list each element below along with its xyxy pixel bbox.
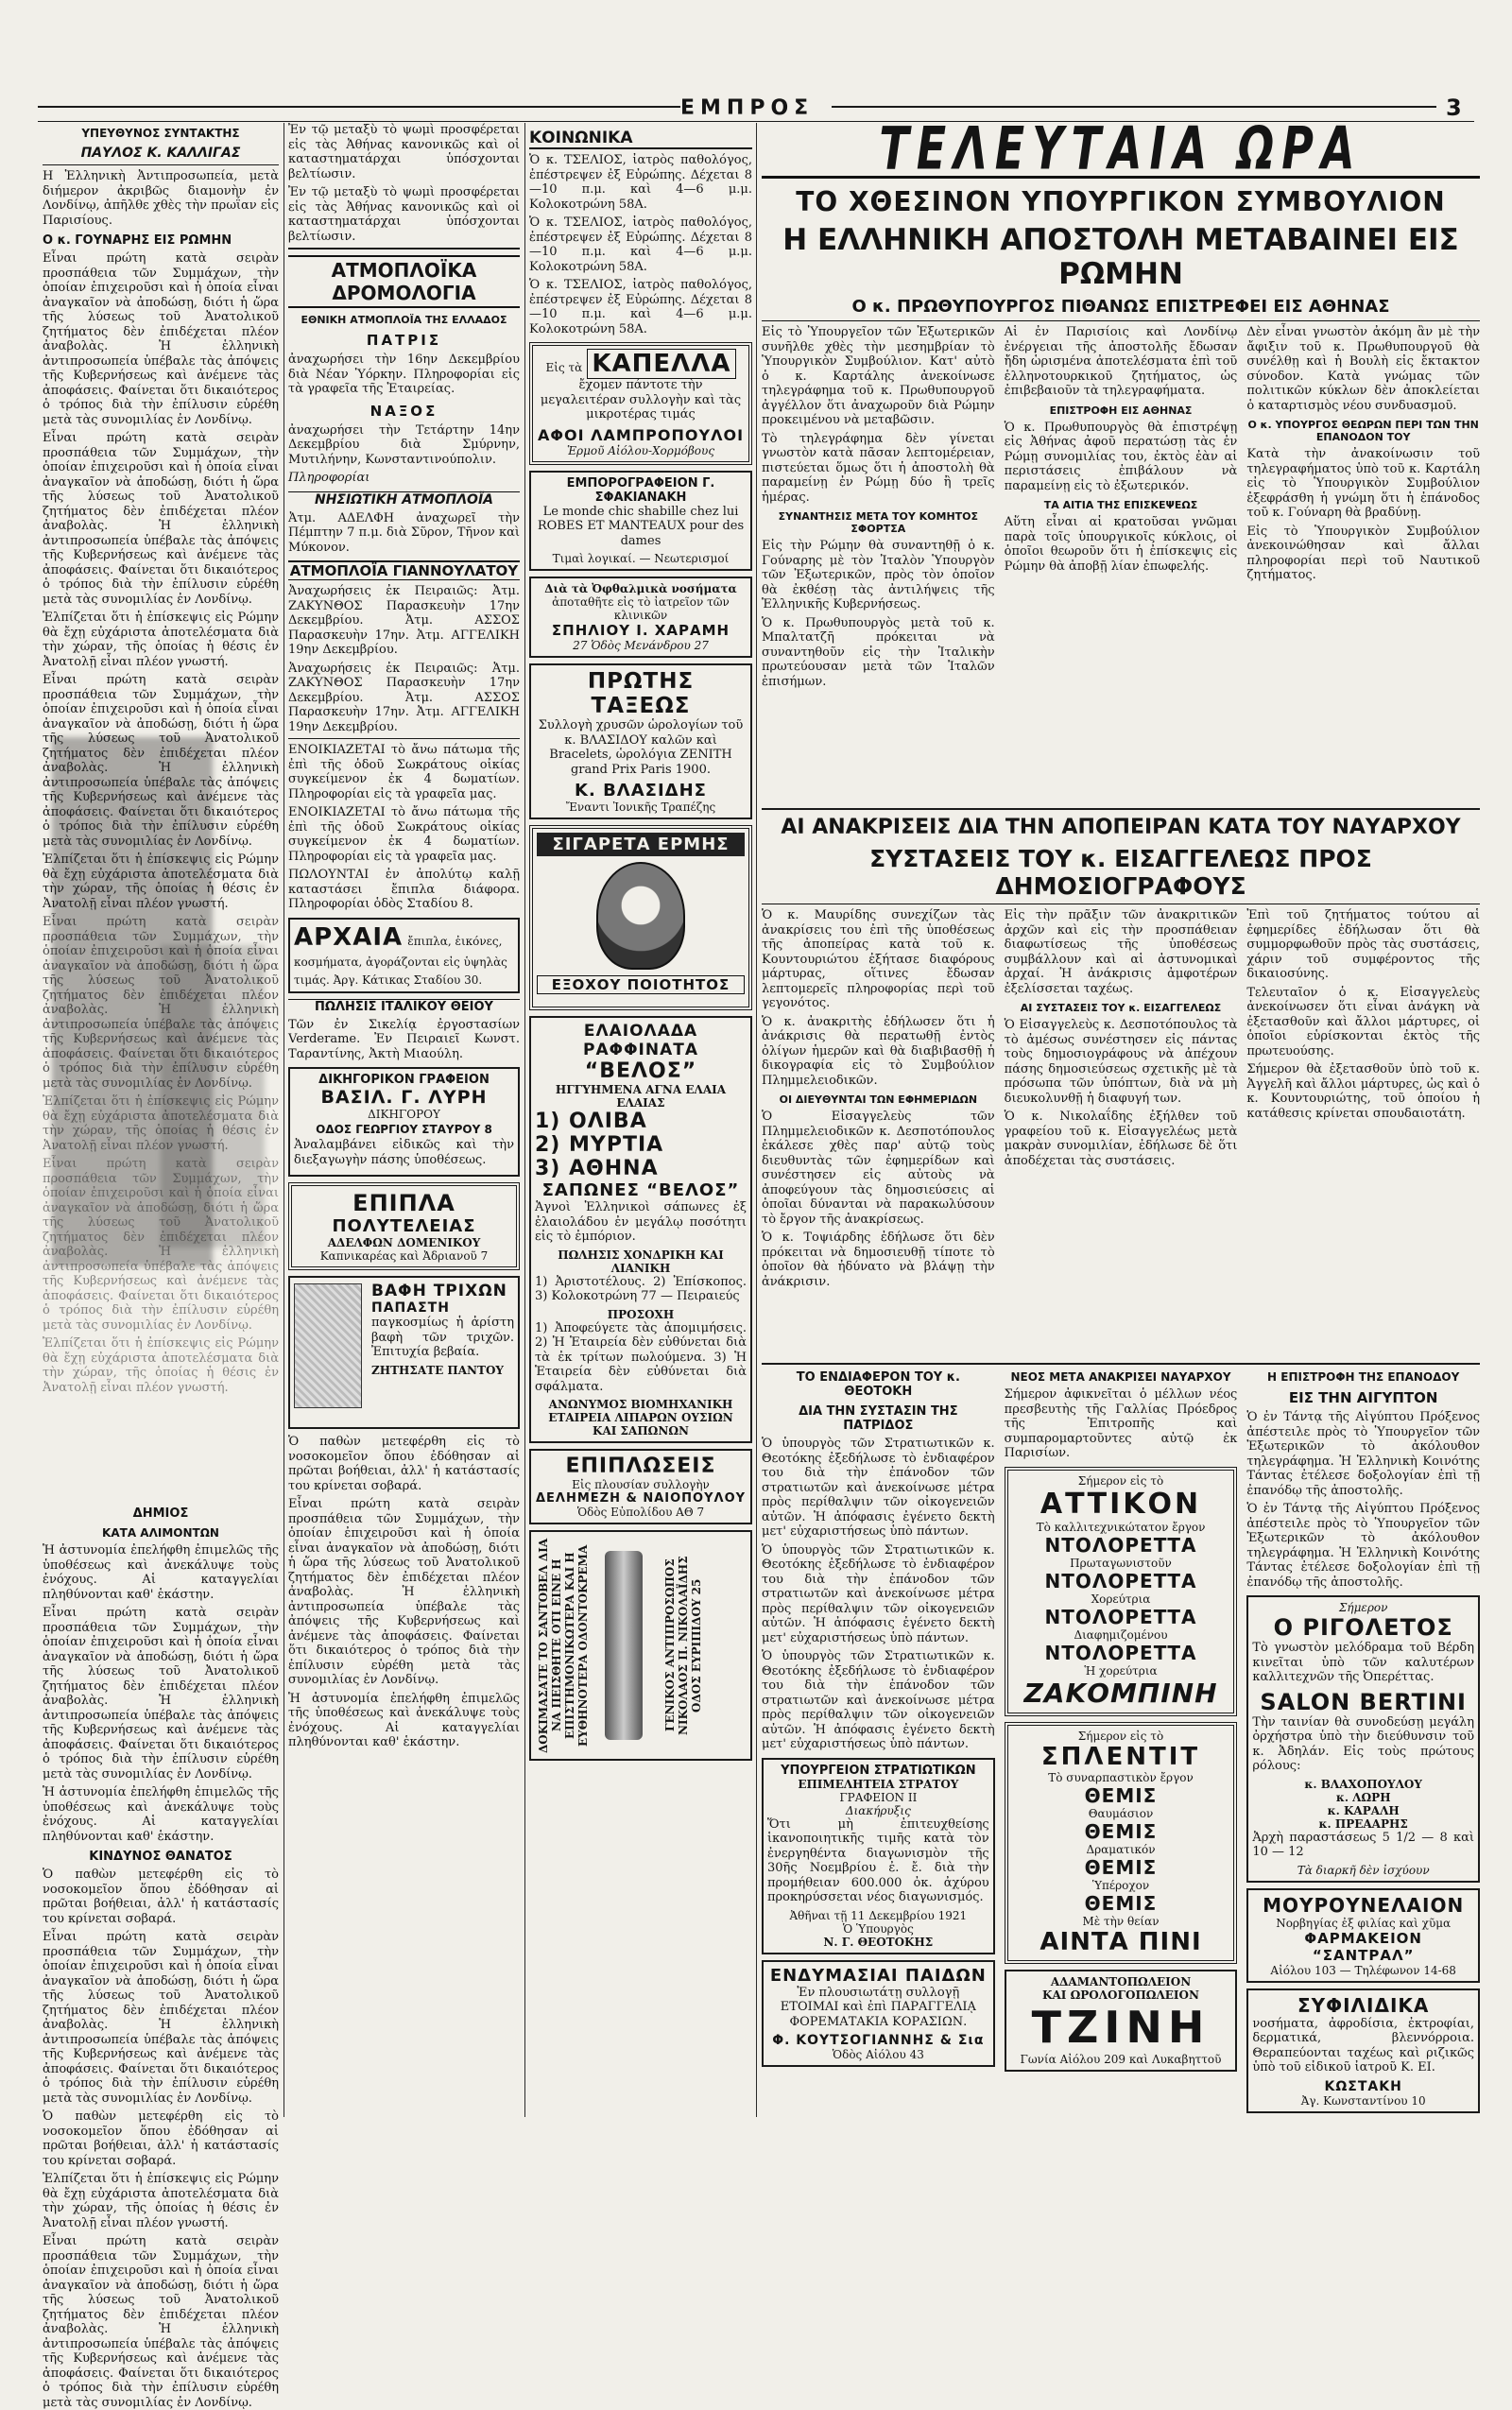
furnishing-ad [529, 1449, 752, 1524]
article-body: Εἰς τὸ Ὑπουργικὸν Συμβούλιον ἀνεκοινώθησαν καὶ ἄλλαι πληροφορίαι περὶ τοῦ Ναυτικοῦ ζητήματος. [1246, 524, 1481, 582]
article-body: Ἐλπίζεται ὅτι ἡ ἐπίσκεψις εἰς Ρώμην θὰ ἔχῃ εὐχάριστα ἀποτελέσματα διὰ τὴν χώραν, τῆς ὁποίας ἡ θέσις ἐν Ἀνατολῇ εἶναι πλέον γνωστή. [43, 611, 279, 669]
film-star: ΝΤΟΛΟΡΕΤΤΑ [1044, 1605, 1197, 1628]
olive-oil-headline: ΕΛΑΙΟΛΑΔΑ ΡΑΦΦΙΝΑΤΑ [583, 1022, 698, 1059]
hair-dye-ad [288, 1276, 520, 1429]
cinema-name: ΣΠΛΕΝΤΙΤ [1040, 1742, 1201, 1771]
cinema-label: Σήμερον εἰς τὸ [1077, 1473, 1164, 1488]
hair-dye-brand: ΠΑΠΑΣΤΗ [371, 1300, 450, 1316]
social-text: Ὁ κ. ΤΣΕΛΙΟΣ, ἰατρὸς παθολόγος, ἐπέστρεψεν ἐξ Εὐρώπης. Δέχεται 8—10 π.μ. καὶ 4—6 μ.μ. Κολοκοτρώνη 58Α. [529, 278, 752, 336]
article-body: Ὁ παθὼν μετεφέρθη εἰς τὸ νοσοκομεῖον ὅπου ἐδόθησαν αἱ πρῶται βοήθειαι, ἀλλ' ἡ κατάστασίς του κρίνεται σοβαρά. [43, 2109, 279, 2168]
attikon-cinema-ad [1005, 1467, 1238, 1716]
article-body: Σήμερον ἀφικνεῖται ὁ μέλλων νέος πρεσβευτὴς τῆς Γαλλίας Πρόεδρος τῆς Ἐπιτροπῆς καὶ συμπαρομαρτοῦντες αὐτῷ ἐκ Παρισίων. [1004, 1387, 1238, 1460]
rent-notice: ΕΝΟΙΚΙΑΖΕΤΑΙ τὸ ἄνω πάτωμα τῆς ἐπὶ τῆς ὁδοῦ Σωκράτους οἰκίας συγκείμενον ἐκ 4 δωματίων. Πληροφορίαι εἰς τὰ γραφεῖα μας. [288, 743, 520, 801]
article-body: Ἐλπίζεται ὅτι ἡ ἐπίσκεψις εἰς Ρώμην θὰ ἔχῃ εὐχάριστα ἀποτελέσματα διὰ τὴν χώραν, τῆς ὁποίας ἡ θέσις ἐν Ἀνατολῇ εἶναι πλέον γνωστή. [43, 852, 279, 911]
olive-oil-item: 3) ΑΘΗΝΑ [535, 1157, 659, 1180]
sales-headline: ΠΩΛΗΣΙΣ ΧΟΝΔΡΙΚΗ ΚΑΙ ΛΙΑΝΙΚΗ [558, 1248, 724, 1275]
fashion-ad [529, 471, 752, 572]
sulphur-text: Τῶν ἐν Σικελίᾳ ἐργοστασίων Verderame. Ἐν Πειραιεῖ Κωνστ. Ταραντίνης, Ἀκτὴ Μιαούλη. [288, 1017, 520, 1061]
editor-label: ΥΠΕΥΘΥΝΟΣ ΣΥΝΤΑΚΤΗΣ [81, 127, 240, 140]
watches-brand: Κ. ΒΛΑΣΙΔΗΣ [575, 781, 707, 800]
notice-text: 1) Ἀποφεύγετε τὰς ἀπομιμήσεις. 2) Ἡ Ἑταιρεία δὲν εὐθύνεται διὰ τὰ ἐκ τρίτων πωλούμενα. 3) Ἡ Ἑταιρεία δὲν εὐθύνεται διὰ σφάλματα. [535, 1320, 747, 1394]
optics-text: ἀποταθῆτε εἰς τὸ ἰατρεῖον τῶν κλινικῶν [552, 595, 730, 622]
ink-smudge [161, 945, 265, 1248]
cinema-sub: Τὸ συναρπαστικὸν ἔργον [1048, 1770, 1194, 1784]
article-subheadline: ΚΑΤΑ ΑΛΙΜΟΝΤΩΝ [102, 1526, 219, 1540]
fashion-footer: Τιμαὶ λογικαί. — Νεωτερισμοί [552, 552, 730, 565]
article-body: Εἶναι πρώτη κατὰ σειρὰν προσπάθεια τῶν Συμμάχων, τὴν ὁποίαν ἐπιχειροῦσι καὶ ἡ ὁποία εἶναι ἀναγκαῖον νὰ ἀποδώσῃ, διότι ἡ ὥρα τῆς λύσεως τοῦ Ἀνατολικοῦ ζητήματος δὲν ἐπιδέχεται πλέον ἀναβολὰς. Ἡ ἑλληνικὴ ἀντιπροσωπεία ὑπέβαλε τὰς ἀπόψεις τῆς Κυβερνήσεως καὶ ἀνέμενε τὰς ἀποφάσεις. Φαίνεται ὅτι δικαιότερος ὁ τρόπος διὰ τὴν ἐπίλυσιν εὑρέθη μετὰ τὰς συνομιλίας ἐν Λονδίνῳ. [288, 1497, 520, 1687]
column-2 [288, 123, 520, 2117]
article-subheadline: Ο κ. ΥΠΟΥΡΓΟΣ ΘΕΩΡΩΝ ΠΕΡΙ ΤΩΝ ΤΗΝ ΕΠΑΝΟΔΟΝ ΤΟΥ [1247, 419, 1479, 443]
olive-oil-ad [529, 1016, 752, 1443]
law-office-headline: ΔΙΚΗΓΟΡΙΚΟΝ ΓΡΑΦΕΙΟΝ [318, 1073, 490, 1087]
salon-cast: κ. ΚΑΡΑΛΗ [1327, 1803, 1400, 1817]
lead-headline-3: Ο κ. ΠΡΩΘΥΠΟΥΡΓΟΣ ΠΙΘΑΝΩΣ ΕΠΙΣΤΡΕΦΕΙ ΕΙΣ ΑΘΗΝΑΣ [762, 297, 1480, 321]
ionian-shipping-headline: ΑΤΜΟΠΛΟΪΑ ΓΙΑΝΝΟΥΛΑΤΟΥ [289, 562, 519, 579]
article-body: Εἶναι πρώτη κατὰ σειρὰν προσπάθεια τῶν Συμμάχων, τὴν ὁποίαν ἐπιχειροῦσι καὶ ἡ ὁποία εἶναι ἀναγκαῖον νὰ ἀποδώσῃ, διότι ἡ ὥρα τῆς λύσεως τοῦ Ἀνατολικοῦ ζητήματος δὲν ἐπιδέχεται πλέον ἀναβολὰς. Ἡ ἑλληνικὴ ἀντιπροσωπεία ὑπέβαλε τὰς ἀπόψεις τῆς Κυβερνήσεως καὶ ἀνέμενε τὰς ἀποφάσεις. Φαίνεται ὅτι δικαιότερος ὁ τρόπος διὰ τὴν ἐπίλυσιν εὑρέθη μετὰ τὰς συνομιλίας ἐν Λονδίνῳ. [43, 1157, 279, 1333]
cinema-sub: Τὸ καλλιτεχνικώτατον ἔργον [1036, 1520, 1206, 1534]
lead-headline-2: Η ΕΛΛΗΝΙΚΗ ΑΠΟΣΤΟΛΗ ΜΕΤΑΒΑΙΝΕΙ ΕΙΣ ΡΩΜΗΝ [782, 223, 1459, 291]
editor-name: ΠΑΥΛΟΣ Κ. ΚΑΛΛΙΓΑΣ [80, 146, 241, 161]
island-shipping-headline: ΝΗΣΙΩΤΙΚΗ ΑΤΜΟΠΛΟΪΑ [288, 491, 520, 508]
social-text: Ὁ κ. ΤΣΕΛΙΟΣ, ἰατρὸς παθολόγος, ἐπέστρεψεν ἐξ Εὐρώπης. Δέχεται 8—10 π.μ. καὶ 4—6 μ.μ. Κολοκοτρώνη 58Α. [529, 153, 752, 212]
shipping-headline: ΑΤΜΟΠΛΟΪΚΑ ΔΡΟΜΟΛΟΓΙΑ [288, 255, 520, 308]
admiral-headline-2: ΣΥΣΤΑΣΕΙΣ ΤΟΥ κ. ΕΙΣΑΓΓΕΛΕΩΣ ΠΡΟΣ ΔΗΜΟΣΙΟΓΡΑΦΟΥΣ [762, 845, 1480, 904]
article-body: Ἐπὶ τοῦ ζητήματος τούτου αἱ ἐφημερίδες ἐδήλωσαν ὅτι θὰ συμμορφωθοῦν πρὸς τὰς συστάσεις, χάριν τοῦ συμφέροντος τῆς δικαιοσύνης. [1246, 908, 1481, 981]
article-body: Εἰς τὸ Ὑπουργεῖον τῶν Ἐξωτερικῶν συνῆλθε χθὲς τὴν μεσημβρίαν τὸ Ὑπουργικὸν Συμβούλιον. Κατ' αὐτὸ ὁ κ. Καρτάλης ἀνεκοίνωσε τηλεγράφημα τοῦ κ. Πρωθυπουργοῦ ἀγγέλλον ὅτι ἀναχωροῦν διὰ Ρώμην προκειμένου νὰ μεταβῶσιν. [762, 325, 995, 427]
article-headline: ΚΙΝΔΥΝΟΣ ΘΑΝΑΤΟΣ [89, 1850, 232, 1864]
bottom-columns [762, 1370, 1480, 2230]
pharmacy-ad [1246, 1888, 1480, 1983]
article-body: Ὁ ὑπουργὸς τῶν Στρατιωτικῶν κ. Θεοτόκης ἐξεδήλωσε τὸ ἐνδιαφέρον του διὰ τὴν ἐπάνοδον τῶν στρατιωτῶν καὶ ἀνεκοίνωσε μέτρα πρὸς περίθαλψιν τῶν οἰκογενειῶν αὐτῶν. Ἡ ἀπόφασις ἐγένετο δεκτὴ μετ' εὐχαριστήσεως ὑπὸ πάντων. [762, 1542, 995, 1645]
fashion-headline: ΕΜΠΟΡΟΓΡΑΦΕΙΟΝ Γ. ΣΦΑΚΙΑΝΑΚΗ [566, 475, 715, 505]
olive-oil-subheadline: ΗΓΓΥΗΜΕΝΑ ΑΓΝΑ ΕΛΑΙΑ ΕΛΑΙΑΣ [555, 1083, 727, 1110]
children-clothing-text: Ἐν πλουσιωτάτῃ συλλογῇ ΕΤΟΙΜΑΙ καὶ ἐπὶ ΠΑΡΑΓΓΕΛΙᾼ ΦΟΡΕΜΑΤΑΚΙΑ ΚΟΡΑΣΙΩΝ. [780, 1985, 976, 2029]
splendid-cinema-ad [1005, 1722, 1238, 1964]
ship-details: ἀναχωρήσει τὴν 16ην Δεκεμβρίου διὰ Νέαν Ὑόρκην. Πληροφορίαι εἰς τὰ γραφεῖα τῆς Ἑταιρείας. [288, 353, 520, 396]
divider [762, 808, 1480, 810]
article-headline: Ο κ. ΓΟΥΝΑΡΗΣ ΕΙΣ ΡΩΜΗΝ [43, 233, 232, 248]
hair-dye-headline: ΒΑΦΗ ΤΡΙΧΩΝ [371, 1282, 507, 1300]
article-body: Αἱ ἐν Παρισίοις καὶ Λονδίνῳ ἐνέργειαι τῆς ἀποστολῆς ἔδωσαν ἤδη ὡρισμένα ἀποτελέσματα ἐπὶ τοῦ ἑλληνοτουρκικοῦ ζητήματος, ὡς ἐπιβεβαιοῦν τὰ τηλεγραφήματα. [1004, 325, 1238, 398]
hats-label: Εἰς τὰ [545, 361, 583, 374]
furnishing-name: ΔΕΛΗΜΕΖΗ & ΝΑΙΟΠΟΥΛΟΥ [535, 1491, 747, 1506]
lead-headline-1: ΤΟ ΧΘΕΣΙΝΟΝ ΥΠΟΥΡΓΙΚΟΝ ΣΥΜΒΟΥΛΙΟΝ [796, 186, 1446, 217]
article-body: Ὁ κ. Πρωθυπουργὸς μετὰ τοῦ κ. Μπαλτατζῆ πρόκειται νὰ συναντηθοῦν εἰς τὴν Ἰταλικὴν πρωτεύουσαν μετὰ τῶν Ἰταλῶν ἐπισήμων. [762, 615, 995, 689]
pharmacy-address: Αἰόλου 103 — Τηλέφωνον 14-68 [1270, 1963, 1456, 1977]
egypt-headline-1: Η ΕΠΙΣΤΡΟΦΗ ΤΗΣ ΕΠΑΝΟΔΟΥ [1267, 1370, 1460, 1384]
sale-notice: ΠΩΛΟΥΝΤΑΙ ἐν ἀπολύτῳ καλῇ καταστάσει ἔπιπλα διάφορα. Πληροφορίαι ὁδὸς Σταδίου 8. [288, 868, 520, 911]
film-caption: Μὲ τὴν θείαν [1082, 1914, 1160, 1928]
optics-ad [529, 577, 752, 658]
banner-wrap [762, 113, 1480, 183]
children-clothing-name: Φ. ΚΟΥΤΣΟΓΙΑΝΝΗΣ & Σια [772, 2033, 985, 2048]
children-clothing-address: Ὁδὸς Αἰόλου 43 [832, 2048, 924, 2061]
bottom-col-b [1005, 1370, 1238, 2230]
article-body: Ἐλπίζεται ὅτι ἡ ἐπίσκεψις εἰς Ρώμην θὰ ἔχῃ εὐχάριστα ἀποτελέσματα διὰ τὴν χώραν, τῆς ὁποίας ἡ θέσις ἐν Ἀνατολῇ εἶναι πλέον γνωστή. [43, 1336, 279, 1395]
army-sign: Ν. Γ. ΘΕΟΤΟΚΗΣ [823, 1935, 934, 1949]
article-subheadline: ΑΙ ΣΥΣΤΑΣΕΙΣ ΤΟΥ κ. ΕΙΣΑΓΓΕΛΕΩΣ [1020, 1002, 1222, 1014]
article-body: Ἐν τῷ μεταξὺ τὸ ψωμὶ προσφέρεται εἰς τὰς Ἀθήνας κανονικῶς καὶ οἱ καταστηματάρχαι ὑπόσχονται βελτίωσιν. [288, 123, 520, 181]
pharmacy-name: ΦΑΡΜΑΚΕΙΟΝ “ΣΑΝΤΡΑΛ” [1304, 1929, 1422, 1964]
article-body: Ἡ ἀστυνομία ἐπελήφθη ἐπιμελῶς τῆς ὑποθέσεως καὶ ἀνεκάλυψε τοὺς ἐνόχους. Αἱ καταγγελίαι πληθύνονται καθ' ἑκάστην. [43, 1785, 279, 1844]
salon-footer: Ἀρχὴ παραστάσεως 5 1/2 — 8 καὶ 10 — 12 [1252, 1830, 1475, 1859]
film-caption: Ὑπέροχον [1091, 1878, 1150, 1892]
ship-name: ΠΑΤΡΙΣ [366, 332, 442, 349]
article-body: Εἶναι πρώτη κατὰ σειρὰν προσπάθεια τῶν Συμμάχων, τὴν ὁποίαν ἐπιχειροῦσι καὶ ἡ ὁποία εἶναι ἀναγκαῖον νὰ ἀποδώσῃ, διότι ἡ ὥρα τῆς λύσεως τοῦ Ἀνατολικοῦ ζητήματος δὲν ἐπιδέχεται πλέον ἀναβολὰς. Ἡ ἑλληνικὴ ἀντιπροσωπεία ὑπέβαλε τὰς ἀπόψεις τῆς Κυβερνήσεως καὶ ἀνέμενε τὰς ἀποφάσεις. Φαίνεται ὅτι δικαιότερος ὁ τρόπος διὰ τὴν ἐπίλυσιν εὑρέθη μετὰ τὰς συνομιλίας ἐν Λονδίνῳ. [43, 251, 279, 427]
medical-name: ΚΩΣΤΑΚΗ [1324, 2078, 1402, 2094]
opera-label: Σήμερον [1338, 1601, 1388, 1614]
film-caption: Ἡ χορεύτρια [1084, 1663, 1158, 1678]
film-star: ΘΕΜΙΣ [1084, 1855, 1158, 1879]
hats-headline: ΚΑΠΕΛΛΑ [587, 349, 735, 379]
opera-text: Τὸ γνωστὸν μελόδραμα τοῦ Βέρδη κινεῖται ὑπὸ τῶν καλυτέρων καλλιτεχνῶν τῆς Ὀπερέττας. [1252, 1641, 1475, 1684]
theotokis-headline-1: ΤΟ ΕΝΔΙΑΦΕΡΟΝ ΤΟΥ κ. ΘΕΟΤΟΚΗ [796, 1370, 960, 1399]
law-office-ad [288, 1067, 520, 1177]
article-body: Ὁ ἐν Τάντᾳ τῆς Αἰγύπτου Πρόξενος ἀπέστειλε πρὸς τὸ Ὑπουργεῖον τῶν Ἐξωτερικῶν τὸ ἀκόλουθον τηλεγράφημα. Ἡ Ἑλληνικὴ Κοινότης Τάντας ἐτέλεσε δοξολογίαν ἐπὶ τῇ ἐπανόδῳ τῆς ἀποστολῆς. [1246, 1410, 1481, 1498]
divider [762, 1363, 1480, 1365]
lead-col-a [762, 325, 995, 802]
divider [288, 248, 520, 250]
article-body: Τὸ τηλεγράφημα δὲν γίνεται γνωστὸν κατὰ πᾶσαν λεπτομέρειαν, πιστεύεται ὅμως ὅτι ἡ ἀποστολὴ θὰ παραμείνῃ ἐν Ρώμῃ δύο ἢ τρεῖς ἡμέρας. [762, 431, 995, 505]
masthead-title: ΕΜΠΡΟΣ [680, 96, 815, 120]
article-body: Δὲν εἶναι γνωστὸν ἀκόμη ἂν μὲ τὴν ἄφιξιν τοῦ κ. Πρωθυπουργοῦ θὰ συνέλθῃ καὶ ἡ Βουλὴ εἰς ἔκτακτον σύνοδον. Κατὰ γνώμας τῶν πολιτικῶν κύκλων δὲν ἀποκλείεται ὁ καταρτισμὸς νέου συνδυασμοῦ. [1246, 325, 1481, 413]
toothpaste-tube-icon [605, 1551, 643, 1740]
pharmacy-text: Νορβηγίας ἐξ φιλίας καὶ χῦμα [1276, 1916, 1452, 1930]
ship-details: Ἀναχωρήσεις ἐκ Πειραιῶς: Ἀτμ. ΖΑΚΥΝΘΟΣ Παρασκευὴν 17ην Δεκεμβρίου. Ἀτμ. ΑΣΣΟΣ Παρασκευὴν 17ην. Ἀτμ. ΑΓΓΕΛΙΚΗ 19ην Δεκεμβρίου. [288, 661, 520, 734]
opera-headline: Ο ΡΙΓΟΛΕΤΟΣ [1273, 1614, 1453, 1641]
soap-headline: ΣΑΠΩΝΕΣ “ΒΕΛΟΣ” [541, 1180, 740, 1200]
admiral-article-columns [762, 908, 1480, 1357]
antiques-headline: ΑΡΧΑΙΑ [294, 922, 404, 952]
hats-address: Ἑρμοῦ Αἰόλου-Χορμόβους [566, 443, 715, 457]
column-divider-2 [524, 123, 525, 2117]
furnishing-headline: ΕΠΙΠΛΩΣΕΙΣ [565, 1455, 716, 1478]
salon-cast: κ. ΛΩΡΗ [1335, 1790, 1391, 1804]
lawyer-name: ΒΑΣΙΛ. Γ. ΛΥΡΗ [320, 1087, 488, 1108]
article-body: Ἐλπίζεται ὅτι ἡ ἐπίσκεψις εἰς Ρώμην θὰ ἔχῃ εὐχάριστα ἀποτελέσματα διὰ τὴν χώραν, τῆς ὁποίας ἡ θέσις ἐν Ἀνατολῇ εἶναι πλέον γνωστή. [43, 2172, 279, 2230]
admiral-col-c [1246, 908, 1480, 1357]
film-star: ΘΕΜΙΣ [1084, 1783, 1158, 1807]
film-caption: Διαφημιζομένου [1074, 1627, 1168, 1642]
notice-headline: ΠΡΟΣΟΧΗ [607, 1307, 675, 1321]
lead-col-b [1005, 325, 1238, 802]
article-body: Ὁ ἐν Τάντᾳ τῆς Αἰγύπτου Πρόξενος ἀπέστειλε πρὸς τὸ Ὑπουργεῖον τῶν Ἐξωτερικῶν τὸ ἀκόλουθον τηλεγράφημα. Ἡ Ἑλληνικὴ Κοινότης Τάντας ἐτέλεσε δοξολογίαν ἐπὶ τῇ ἐπανόδῳ τῆς ἀποστολῆς. [1246, 1502, 1481, 1590]
social-text: Ὁ κ. ΤΣΕΛΙΟΣ, ἰατρὸς παθολόγος, ἐπέστρεψεν ἐξ Εὐρώπης. Δέχεται 8—10 π.μ. καὶ 4—6 μ.μ. Κολοκοτρώνη 58Α. [529, 215, 752, 274]
army-date: Ἀθῆναι τῇ 11 Δεκεμβρίου 1921 [789, 1908, 968, 1922]
optics-headline: Διὰ τὰ Ὀφθαλμικὰ νοσήματα [544, 582, 737, 595]
article-body: Ὁ κ. Πρωθυπουργὸς θὰ ἐπιστρέψῃ εἰς Ἀθήνας ἀφοῦ περατώσῃ τὰς ἐν Ρώμῃ συνομιλίας του, ἐκτὸς ἐὰν αἱ περιστάσεις ἐπιβάλουν νὰ παραμείνῃ εἰς τὸ ἐξωτερικόν. [1004, 420, 1238, 493]
article-body: Εἶναι πρώτη κατὰ σειρὰν προσπάθεια τῶν Συμμάχων, τὴν ὁποίαν ἐπιχειροῦσι καὶ ἡ ὁποία εἶναι ἀναγκαῖον νὰ ἀποδώσῃ, διότι ἡ ὥρα τῆς λύσεως τοῦ Ἀνατολικοῦ ζητήματος δὲν ἐπιδέχεται πλέον ἀναβολὰς. Ἡ ἑλληνικὴ ἀντιπροσωπεία ὑπέβαλε τὰς ἀπόψεις τῆς Κυβερνήσεως καὶ ἀνέμενε τὰς ἀποφάσεις. Φαίνεται ὅτι δικαιότερος ὁ τρόπος διὰ τὴν ἐπίλυσιν εὑρέθη μετὰ τὰς συνομιλίας ἐν Λονδίνῳ. [43, 915, 279, 1091]
hats-ad [529, 342, 752, 465]
army-sub: ΓΡΑΦΕΙΟΝ ΙΙ [839, 1790, 918, 1804]
toothpaste-agent-wrap [663, 1538, 747, 1753]
hair-dye-text: παγκοσμίως ἡ ἀρίστη βαφὴ τῶν τριχῶν. Ἐπιτυχία βεβαία. [371, 1316, 514, 1359]
law-office-address: ΟΔΟΣ ΓΕΩΡΓΙΟΥ ΣΤΑΥΡΟΥ 8 [316, 1123, 492, 1136]
salon-cast: κ. ΠΡΕΑΑΡΗΣ [1318, 1816, 1408, 1831]
army-text: Ὅτι μὴ ἐπιτευχθείσης ἱκανοποιητικῆς τιμῆς κατὰ τὸν ἐνεργηθέντα διαγωνισμὸν τῆς 30ῆς Νοεμβρίου ἐ. ἔ. διὰ τὴν προμήθειαν 600.000 ὀκ. ἀχύρου προκηρύσσεται νέος διαγωνισμός. [767, 1816, 989, 1904]
egypt-headline-2: ΕΙΣ ΤΗΝ ΑΙΓΥΠΤΟΝ [1288, 1389, 1438, 1406]
masthead-rule-top-right [832, 106, 1436, 108]
theotokis-headline-2: ΔΙΑ ΤΗΝ ΣΥΣΤΑΣΙΝ ΤΗΣ ΠΑΤΡΙΔΟΣ [799, 1404, 958, 1433]
toothpaste-ad [529, 1530, 752, 1761]
lead-article-columns [762, 325, 1480, 802]
furniture-subheadline: ΠΟΛΥΤΕΛΕΙΑΣ [332, 1216, 476, 1236]
jewelry-ad [1005, 1970, 1238, 2072]
lead-col-c [1246, 325, 1480, 802]
hermes-head-icon [596, 862, 685, 970]
article-body: Ὁ παθὼν μετεφέρθη εἰς τὸ νοσοκομεῖον ὅπου ἐδόθησαν αἱ πρῶται βοήθειαι, ἀλλ' ἡ κατάστασίς του κρίνεται σοβαρά. [43, 1868, 279, 1926]
article-body: Ὁ κ. Τοψιάρδης ἐδήλωσε ὅτι δὲν πρόκειται νὰ δημοσιευθῇ τίποτε τὸ ὁποῖον θὰ ἠδύνατο νὰ βλάψῃ τὴν ἀνάκρισιν. [762, 1231, 995, 1289]
article-body: Εἶναι πρώτη κατὰ σειρὰν προσπάθεια τῶν Συμμάχων, τὴν ὁποίαν ἐπιχειροῦσι καὶ ἡ ὁποία εἶναι ἀναγκαῖον νὰ ἀποδώσῃ, διότι ἡ ὥρα τῆς λύσεως τοῦ Ἀνατολικοῦ ζητήματος δὲν ἐπιδέχεται πλέον ἀναβολὰς. Ἡ ἑλληνικὴ ἀντιπροσωπεία ὑπέβαλε τὰς ἀπόψεις τῆς Κυβερνήσεως καὶ ἀνέμενε τὰς ἀποφάσεις. Φαίνεται ὅτι δικαιότερος ὁ τρόπος διὰ τὴν ἐπίλυσιν εὑρέθη μετὰ τὰς συνομιλίας ἐν Λονδίνῳ. [43, 431, 279, 607]
article-subheadline: ΤΑ ΑΙΤΙΑ ΤΗΣ ΕΠΙΣΚΕΨΕΩΣ [1043, 499, 1198, 511]
law-office-text: Ἀναλαμβάνει εἰδικῶς καὶ τὴν διεξαγωγὴν πάσης ὑποθέσεως. [294, 1138, 514, 1167]
bottom-col-a [762, 1370, 995, 2230]
film-star: ΝΤΟΛΟΡΕΤΤΑ [1044, 1569, 1197, 1592]
article-subheadline: ΟΙ ΔΙΕΥΘΥΝΤΑΙ ΤΩΝ ΕΦΗΜΕΡΙΔΩΝ [779, 1093, 978, 1106]
furniture-headline: ΕΠΙΠΛΑ [352, 1190, 455, 1216]
article-body: Εἰς τὴν Ρώμην θὰ συναντηθῇ ὁ κ. Γούναρης μὲ τὸν Ἰταλὸν Ὑπουργὸν τῶν Ἐξωτερικῶν, πρὸς τὸν ὁποῖον θὰ ἐκθέσῃ τὰς ἀντιλήψεις τῆς Ἑλληνικῆς Κυβερνήσεως. [762, 539, 995, 611]
column-3 [529, 123, 752, 2117]
furnishing-text: Εἰς πλουσίαν συλλογὴν [572, 1478, 710, 1491]
article-body: Ὁ Εἰσαγγελεὺς κ. Δεσποτόπουλος τὰ τὸ ἀμέσως συνέστησεν εἰς πάντας τοὺς δημοσιογράφους νὰ ἀπέχουν πάσης δημοσιεύσεως σχετικῆς μὲ τὰ πρόσωπα τῶν ὑπόπτων, διὰ νὰ μὴ διευκολυνθῇ ἡ διαφυγή των. [1004, 1018, 1238, 1106]
jewelry-headline: ΑΔΑΜΑΝΤΟΠΩΛΕΙΟΝ [1050, 1974, 1192, 1988]
ship-details: Ἀτμ. ΑΔΕΛΦΗ ἀναχωρεῖ τὴν Πέμπτην 7 π.μ. διὰ Σῦρον, Τῆνον καὶ Μύκονον. [288, 510, 520, 555]
children-clothing-ad [762, 1960, 995, 2068]
army-headline: ΥΠΟΥΡΓΕΙΟΝ ΣΤΡΑΤΙΩΤΙΚΩΝ [781, 1763, 976, 1778]
watches-ad [529, 663, 752, 819]
article-body: Ἐλπίζεται ὅτι ἡ ἐπίσκεψις εἰς Ρώμην θὰ ἔχῃ εὐχάριστα ἀποτελέσματα διὰ τὴν χώραν, τῆς ὁποίας ἡ θέσις ἐν Ἀνατολῇ εἶναι πλέον γνωστή. [43, 1094, 279, 1153]
film-caption: Πρωταγωνιστοῦν [1070, 1556, 1172, 1570]
article-intro: Η Ἑλληνικὴ Ἀντιπροσωπεία, μετὰ διήμερον ἀκριβῶς διαμονὴν ἐν Λονδίνῳ, ἀπῆλθε χθὲς τὴν πρωΐαν εἰς Παρισίους. [43, 169, 279, 228]
article-body: Εἶναι πρώτη κατὰ σειρὰν προσπάθεια τῶν Συμμάχων, τὴν ὁποίαν ἐπιχειροῦσι καὶ ἡ ὁποία εἶναι ἀναγκαῖον νὰ ἀποδώσῃ, διότι ἡ ὥρα τῆς λύσεως τοῦ Ἀνατολικοῦ ζητήματος δὲν ἐπιδέχεται πλέον ἀναβολὰς. Ἡ ἑλληνικὴ ἀντιπροσωπεία ὑπέβαλε τὰς ἀπόψεις τῆς Κυβερνήσεως καὶ ἀνέμενε τὰς ἀποφάσεις. Φαίνεται ὅτι δικαιότερος ὁ τρόπος διὰ τὴν ἐπίλυσιν εὑρέθη μετὰ τὰς συνομιλίας ἐν Λονδίνῳ. [43, 1930, 279, 2106]
salon-text: Τὴν ταινίαν θὰ συνοδεύσῃ μεγάλη ὀρχήστρα ὑπὸ τὴν διεύθυνσιν τοῦ κ. Ἀδηλάν. Εἰς τοὺς πρώτους ρόλους: [1252, 1714, 1475, 1773]
shipping-subheadline: ΕΘΝΙΚΗ ΑΤΜΟΠΛΟΪΑ ΤΗΣ ΕΛΛΑΔΟΣ [301, 314, 507, 326]
medical-ad [1246, 1988, 1480, 2113]
film-star: ΘΕΜΙΣ [1084, 1819, 1158, 1843]
jewelry-headline: ΚΑΙ ΩΡΟΛΟΓΟΠΩΛΕΙΟΝ [1042, 1988, 1199, 2002]
article-body: Εἶναι πρώτη κατὰ σειρὰν προσπάθεια τῶν Συμμάχων, τὴν ὁποίαν ἐπιχειροῦσι καὶ ἡ ὁποία εἶναι ἀναγκαῖον νὰ ἀποδώσῃ, διότι ἡ ὥρα τῆς λύσεως τοῦ Ἀνατολικοῦ ζητήματος δὲν ἐπιδέχεται πλέον ἀναβολὰς. Ἡ ἑλληνικὴ ἀντιπροσωπεία ὑπέβαλε τὰς ἀπόψεις τῆς Κυβερνήσεως καὶ ἀνέμενε τὰς ἀποφάσεις. Φαίνεται ὅτι δικαιότερος ὁ τρόπος διὰ τὴν ἐπίλυσιν εὑρέθη μετὰ τὰς συνομιλίας ἐν Λονδίνῳ. [43, 2234, 279, 2410]
article-headline: ΔΗΜΙΟΣ [132, 1506, 189, 1521]
ship-name: ΝΑΞΟΣ [369, 402, 438, 420]
soap-text: Ἁγνοὶ Ἑλληνικοὶ σάπωνες ἐξ ἐλαιολάδου ἐν μεγάλῳ ποσότητι εἰς τὸ ἐμπόριον. [535, 1200, 747, 1244]
sulphur-headline: ΠΩΛΗΣΙΣ ΙΤΑΛΙΚΟΥ ΘΕΙΟΥ [288, 999, 520, 1014]
olive-oil-item: 1) ΟΛΙΒΑ [535, 1110, 647, 1133]
furniture-address: Καπνικαρέας καὶ Ἀδριανοῦ 7 [319, 1249, 489, 1263]
toothpaste-slogan-wrap [537, 1538, 593, 1753]
furnishing-address: Ὁδὸς Εὐπολίδου ΑΘ 7 [576, 1506, 705, 1519]
film-lead: ΖΑΚΟΜΠΙΝΗ [1023, 1677, 1218, 1709]
article-body: Ἡ ἀστυνομία ἐπελήφθη ἐπιμελῶς τῆς ὑποθέσεως καὶ ἀνεκάλυψε τοὺς ἐνόχους. Αἱ καταγγελίαι πληθύνονται καθ' ἑκάστην. [288, 1691, 520, 1749]
furniture-owner: ΑΔΕΛΦΩΝ ΔΟΜΕΝΙΚΟΥ [327, 1236, 481, 1249]
article-body: Ὁ παθὼν μετεφέρθη εἰς τὸ νοσοκομεῖον ὅπου ἐδόθησαν αἱ πρῶται βοήθειαι, ἀλλ' ἡ κατάστασίς του κρίνεται σοβαρά. [288, 1435, 520, 1493]
cinema-label: Σήμερον εἰς τὸ [1077, 1729, 1164, 1743]
article-body: Εἶναι πρώτη κατὰ σειρὰν προσπάθεια τῶν Συμμάχων, τὴν ὁποίαν ἐπιχειροῦσι καὶ ἡ ὁποία εἶναι ἀναγκαῖον νὰ ἀποδώσῃ, διότι ἡ ὥρα τῆς λύσεως τοῦ Ἀνατολικοῦ ζητήματος δὲν ἐπιδέχεται πλέον ἀναβολὰς. Ἡ ἑλληνικὴ ἀντιπροσωπεία ὑπέβαλε τὰς ἀπόψεις τῆς Κυβερνήσεως καὶ ἀνέμενε τὰς ἀποφάσεις. Φαίνεται ὅτι δικαιότερος ὁ τρόπος διὰ τὴν ἐπίλυσιν εὑρέθη μετὰ τὰς συνομιλίας ἐν Λονδίνῳ. [43, 673, 279, 849]
army-notice [762, 1758, 995, 1954]
article-subheadline: ΕΠΙΣΤΡΟΦΗ ΕΙΣ ΑΘΗΝΑΣ [1049, 404, 1193, 417]
medical-text: νοσήματα, ἀφροδίσια, ἐκτροφίαι, δερματικά, βλεννόρροια. Θεραπεύονται ταχέως καὶ ριζικῶς ὑπὸ τοῦ εἰδικοῦ ἰατροῦ Κ. ΕΙ. [1252, 2016, 1475, 2074]
salon-headline: SALON BERTINI [1260, 1688, 1467, 1715]
hats-brand: ΑΦΟΙ ΛΑΜΠΡΟΠΟΥΛΟΙ [537, 425, 745, 444]
article-body: Κατὰ τὴν ἀνακοίνωσιν τοῦ τηλεγραφήματος ὑπὸ τοῦ κ. Καρτάλη εἰς τὸ Ὑπουργικὸν Συμβούλιον ἐξεφράσθη ἡ γνώμη ὅτι ἡ ἐπάνοδος τοῦ κ. Γούναρη θὰ βραδύνῃ. [1246, 447, 1481, 520]
article-body: Εἶναι πρώτη κατὰ σειρὰν προσπάθεια τῶν Συμμάχων, τὴν ὁποίαν ἐπιχειροῦσι καὶ ἡ ὁποία εἶναι ἀναγκαῖον νὰ ἀποδώσῃ, διότι ἡ ὥρα τῆς λύσεως τοῦ Ἀνατολικοῦ ζητήματος δὲν ἐπιδέχεται πλέον ἀναβολὰς. Ἡ ἑλληνικὴ ἀντιπροσωπεία ὑπέβαλε τὰς ἀπόψεις τῆς Κυβερνήσεως καὶ ἀνέμενε τὰς ἀποφάσεις. Φαίνεται ὅτι δικαιότερος ὁ τρόπος διὰ τὴν ἐπίλυσιν εὑρέθη μετὰ τὰς συνομιλίας ἐν Λονδίνῳ. [43, 1606, 279, 1782]
ship-details: Ἀναχωρήσεις ἐκ Πειραιῶς: Ἀτμ. ΖΑΚΥΝΘΟΣ Παρασκευὴν 17ην Δεκεμβρίου. Ἀτμ. ΑΣΣΟΣ Παρασκευὴν 17ην. Ἀτμ. ΑΓΓΕΛΙΚΗ 19ην Δεκεμβρίου. [288, 584, 520, 657]
cigarette-footer: ΕΞΟΧΟΥ ΠΟΙΟΤΗΤΟΣ [537, 975, 745, 994]
company-name: ΑΝΩΝΥΜΟΣ ΒΙΟΜΗΧΑΝΙΚΗ ΕΤΑΙΡΕΙΑ ΛΙΠΑΡΩΝ ΟΥΣΙΩΝ ΚΑΙ ΣΑΠΩΝΩΝ [548, 1398, 733, 1437]
optics-name: ΣΠΗΛΙΟΥ Ι. ΧΑΡΑΜΗ [551, 622, 730, 639]
column-divider-3 [756, 123, 757, 2117]
children-clothing-headline: ΕΝΔΥΜΑΣΙΑΙ ΠΑΙΔΩΝ [769, 1965, 987, 1986]
page-number: 3 [1446, 95, 1462, 121]
latest-news-section [762, 113, 1481, 2117]
article-body: Αὕτη εἶναι αἱ κρατοῦσαι γνῶμαι παρὰ τοῖς ὑπουργικοῖς κύκλοις, οἱ ὁποῖοι θεωροῦν ὅτι ἡ ἐπίσκεψις εἰς Ρώμην θὰ ἀποβῇ λίαν ἐπωφελής. [1004, 515, 1238, 574]
furniture-ad [288, 1182, 520, 1270]
medical-address: Ἀγ. Κωνσταντίνου 10 [1300, 2093, 1426, 2108]
rent-notice: ΕΝΟΙΚΙΑΖΕΤΑΙ τὸ ἄνω πάτωμα τῆς ἐπὶ τῆς ὁδοῦ Σωκράτους οἰκίας συγκείμενον ἐκ 4 δωματίων. Πληροφορίαι εἰς τὰ γραφεῖα μας. [288, 805, 520, 864]
medical-headline: ΣΥΦΙΛΙΔΙΚΑ [1297, 1993, 1430, 2017]
antiques-ad [288, 918, 520, 993]
cigarette-headline: ΣΙΓΑΡΕΤΑ ΕΡΜΗΣ [537, 833, 745, 856]
pharmacy-headline: ΜΟΥΡΟΥΝΕΛΑΙΟΝ [1263, 1893, 1465, 1917]
article-body: Ὁ κ. Νικολαΐδης ἐξήλθεν τοῦ γραφείου τοῦ κ. Εἰσαγγελέως μετὰ μακρὰν συνομιλίαν, ἐδήλωσε δὲ ὅτι ἀποδέχεται τὰς συστάσεις. [1004, 1110, 1238, 1168]
article-body: Τελευταῖον ὁ κ. Εἰσαγγελεὺς ἀνεκοίνωσεν ὅτι εἶναι ἀνάγκη νὰ ἐξετασθοῦν καὶ ἄλλοι μάρτυρες, οἱ ὁποῖοι εὑρίσκονται ἐκτὸς τῆς πρωτευούσης. [1246, 985, 1481, 1059]
film-star: ΘΕΜΙΣ [1084, 1891, 1158, 1915]
film-caption: Θαυμάσιον [1088, 1806, 1154, 1820]
army-sub: ΕΠΙΜΕΛΗΤΕΙΑ ΣΤΡΑΤΟΥ [798, 1777, 959, 1791]
article-body: Εἰς τὴν πρᾶξιν τῶν ἀνακριτικῶν ἀρχῶν καὶ εἰς τὴν προσπάθειαν διαφωτίσεως τῆς ὑποθέσεως συμβάλλουν καὶ αἱ ἀστυνομικαὶ ἀρχαί. Ἡ ἀνάκρισις ἀμφοτέρων ἐξελίσσεται ταχέως. [1004, 908, 1238, 996]
film-caption: Χορεύτρια [1091, 1592, 1151, 1606]
cigarette-ad [529, 825, 752, 1010]
salon-footer: Τὰ διαρκῆ δὲν ἰσχύουν [1297, 1863, 1430, 1877]
film-lead: ΑΙΝΤΑ ΠΙΝΙ [1040, 1927, 1202, 1956]
lawyer-role: ΔΙΚΗΓΟΡΟΥ [368, 1108, 440, 1121]
masthead-rule-top [38, 106, 680, 108]
social-headline: ΚΟΙΝΩΝΙΚΑ [529, 129, 752, 149]
hats-text: ἔχομεν πάντοτε τὴν μεγαλειτέραν συλλογὴν καὶ τὰς μικροτέρας τιμάς [540, 378, 742, 422]
army-sub: Διακήρυξις [845, 1803, 911, 1817]
divider [43, 164, 279, 165]
jewelry-name: ΤΖΙΝΗ [1031, 2001, 1211, 2053]
mid-headline: ΝΕΟΣ ΜΕΤΑ ΑΝΑΚΡΙΣΕΙ ΝΑΥΑΡΧΟΥ [1010, 1370, 1231, 1384]
opera-ad [1246, 1595, 1480, 1883]
film-star: ΝΤΟΛΟΡΕΤΤΑ [1044, 1533, 1197, 1557]
optics-address: 27 Ὁδὸς Μενάνδρου 27 [573, 639, 709, 652]
salon-cast: κ. ΒΛΑΧΟΠΟΥΛΟΥ [1304, 1777, 1422, 1791]
article-body: Ἐν τῷ μεταξὺ τὸ ψωμὶ προσφέρεται εἰς τὰς Ἀθήνας κανονικῶς καὶ οἱ καταστηματάρχαι ὑπόσχονται βελτίωσιν. [288, 185, 520, 244]
hair-dye-footer: ΖΗΤΗΣΑΤΕ ΠΑΝΤΟΥ [371, 1363, 504, 1377]
sales-text: 1) Ἀριστοτέλους. 2) Ἐπίσκοπος. 3) Κολοκοτρώνη 77 — Πειραιεύς [535, 1274, 747, 1303]
toothpaste-agent: ΓΕΝΙΚΟΣ ΑΝΤΙΠΡΟΣΩΠΟΣ ΝΙΚΟΛΑΟΣ Π. ΝΙΚΟΛΑΪΔΗΣ ΟΔΟΣ ΕΥΡΙΠΙΔΟΥ 25 [663, 1556, 703, 1735]
olive-oil-item: 2) ΜΥΡΤΙΑ [535, 1133, 664, 1157]
portrait-illustration [294, 1283, 362, 1408]
article-subheadline: ΣΥΝΑΝΤΗΣΙΣ ΜΕΤΑ ΤΟΥ ΚΟΜΗΤΟΣ ΣΦΟΡΤΣΑ [778, 510, 979, 535]
article-body: Σήμερον θὰ ἐξετασθοῦν ὑπὸ τοῦ κ. Ἀγγελῆ καὶ ἄλλοι μάρτυρες, ὡς καὶ ὁ κ. Κουντουριώτης, τοῦ ὁποίου ἡ κατάθεσις κρίνεται σπουδαιοτάτη. [1246, 1062, 1481, 1121]
cinema-name: ΑΤΤΙΚΟΝ [1040, 1487, 1202, 1521]
fashion-text: Le monde chic shabille chez lui ROBES ET MANTEAUX pour des dames [537, 504, 745, 548]
bottom-col-c [1246, 1370, 1480, 2230]
film-caption: Δραματικόν [1086, 1842, 1156, 1856]
article-body: Ὁ ὑπουργὸς τῶν Στρατιωτικῶν κ. Θεοτόκης ἐξεδήλωσε τὸ ἐνδιαφέρον του διὰ τὴν ἐπάνοδον τῶν στρατιωτῶν καὶ ἀνεκοίνωσε μέτρα πρὸς περίθαλψιν τῶν οἰκογενειῶν αὐτῶν. Ἡ ἀπόφασις ἐγένετο δεκτὴ μετ' εὐχαριστήσεως ὑπὸ πάντων. [762, 1437, 995, 1539]
ship-details: ἀναχωρήσει τὴν Τετάρτην 14ην Δεκεμβρίου διὰ Σμύρνην, Μυτιλήνην, Κωνσταντινούπολιν. [288, 422, 520, 467]
divider [288, 738, 520, 739]
antiques-text: ἔπιπλα, ἐικόνες, κοσμήματα, ἀγοράζονται εἰς ὑψηλὰς τιμάς. Ἀργ. Κάτικας Σταδίου 30. [294, 934, 507, 987]
article-body: Ὁ ὑπουργὸς τῶν Στρατιωτικῶν κ. Θεοτόκης ἐξεδήλωσε τὸ ἐνδιαφέρον του διὰ τὴν ἐπάνοδον τῶν στρατιωτῶν καὶ ἀνεκοίνωσε μέτρα πρὸς περίθαλψιν τῶν οἰκογενειῶν αὐτῶν. Ἡ ἀπόφασις ἐγένετο δεκτὴ μετ' εὐχαριστήσεως ὑπὸ πάντων. [762, 1649, 995, 1751]
article-body: Ὁ Εἰσαγγελεὺς τῶν Πλημμελειοδικῶν κ. Δεσποτόπουλος ἐκάλεσε χθὲς παρ' αὐτῷ τοὺς διευθυντὰς τῶν ἐφημερίδων καὶ συνέστησεν εἰς αὐτοὺς νὰ ἀποφεύγουν τὰς δημοσιεύσεις αἱ ὁποῖαι δύνανται νὰ παρακωλύσουν τὸ ἔργον τῆς ἀνακρίσεως. [762, 1110, 995, 1227]
watches-headline: ΠΡΩΤΗΣ ΤΑΞΕΩΣ [587, 669, 695, 718]
article-body: Ἡ ἀστυνομία ἐπελήφθη ἐπιμελῶς τῆς ὑποθέσεως καὶ ἀνεκάλυψε τοὺς ἐνόχους. Αἱ καταγγελίαι πληθύνονται καθ' ἑκάστην. [43, 1543, 279, 1602]
info-label: Πληροφορίαι [288, 471, 370, 485]
toothpaste-slogan: ΔΟΚΙΜΑΣΑΤΕ ΤΟ ΣΑΝΤΟΒΕΛ ΔΙΑ ΝΑ ΠΕΙΣΘΗΤΕ ΟΤΙ ΕΙΝΕ Η ΕΠΙΣΤΗΜΟΝΙΚΩΤΕΡΑ ΚΑΙ Η ΕΥΘΗΝΟΤΕΡΑ ΟΔΟΝΤΟΚΡΕΜΑ [537, 1538, 590, 1753]
olive-oil-brand: “ΒΕΛΟΣ” [584, 1059, 697, 1083]
admiral-col-b [1005, 908, 1238, 1357]
article-body: Ὁ κ. Μαυρίδης συνεχίζων τὰς ἀνακρίσεις του ἐπὶ τῆς ὑποθέσεως τῆς ἀποπείρας κατὰ τοῦ κ. Κουντουριώτου ἐξήτασε διαφόρους μάρτυρας, οἵτινες ἔδωσαν λεπτομερεῖς πληροφορίας περὶ τοῦ γεγονότος. [762, 908, 995, 1010]
watches-address: Ἔναντι Ἰονικῆς Τραπέζης [565, 800, 716, 814]
banner-headline: ΤΕΛΕΥΤΑΙΑ ΩΡΑ [879, 113, 1363, 183]
watches-text: Συλλογὴ χρυσῶν ὡρολογίων τοῦ κ. ΒΛΑΣΙΔΟΥ καλῶν καὶ Bracelets, ὡρολόγια ZENITH grand Prix Paris 1900. [538, 718, 744, 777]
army-sign: Ὁ Ὑπουργὸς [842, 1921, 914, 1936]
admiral-headline-1: ΑΙ ΑΝΑΚΡΙΣΕΙΣ ΔΙΑ ΤΗΝ ΑΠΟΠΕΙΡΑΝ ΚΑΤΑ ΤΟΥ ΝΑΥΑΡΧΟΥ [781, 816, 1461, 839]
admiral-col-a [762, 908, 995, 1357]
film-star: ΝΤΟΛΟΡΕΤΤΑ [1044, 1641, 1197, 1664]
article-body: Ὁ κ. ἀνακριτὴς ἐδήλωσεν ὅτι ἡ ἀνάκρισις θὰ περατωθῇ ἐντὸς ὀλίγων ἡμερῶν καὶ θὰ διαβιβασθῇ ἡ δικογραφία εἰς τὸ Συμβούλιον Πλημμελειοδικῶν. [762, 1014, 995, 1088]
jewelry-address: Γωνία Αἰόλου 209 καὶ Λυκαβηττοῦ [1020, 2052, 1222, 2066]
